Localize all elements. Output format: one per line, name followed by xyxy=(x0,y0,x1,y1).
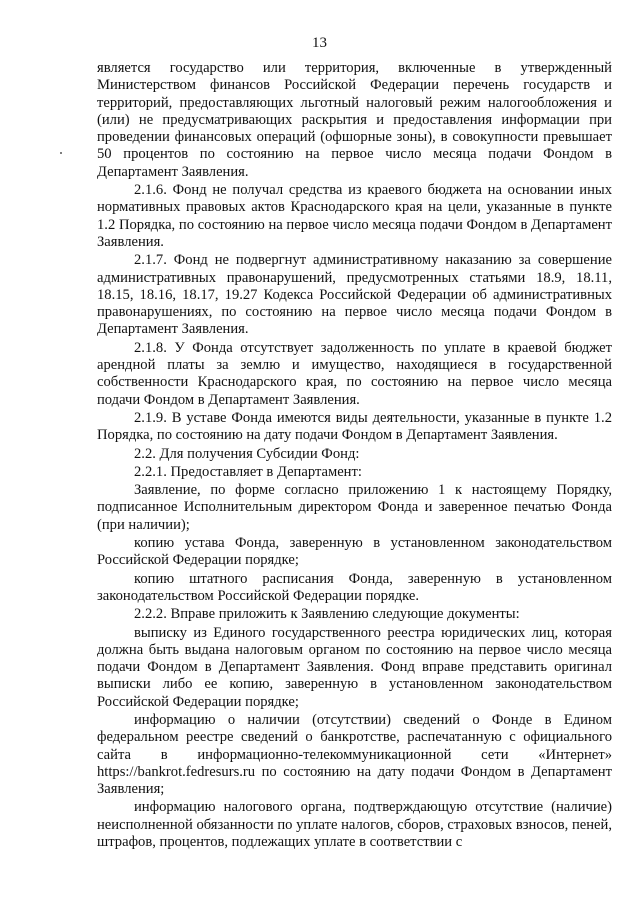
paragraph-2-2: 2.2. Для получения Субсидии Фонд: xyxy=(134,445,360,462)
paragraph-charter-copy: копию устава Фонда, заверенную в установленном законодательством Российской Федерации порядке; xyxy=(97,535,612,569)
scan-speck xyxy=(60,152,62,154)
paragraph-2-2-2: 2.2.2. Вправе приложить к Заявлению следующие документы: xyxy=(134,606,520,623)
paragraph-2-1-8: 2.1.8. У Фонда отсутствует задолженность по уплате в краевой бюджет арендной платы за землю и имущество, находящиеся в государственной собственности Краснодарского края, по состоянию на первое число месяца подачи Фондом в Департамент Заявления. xyxy=(97,339,612,408)
paragraph-egrul-extract: выписку из Единого государственного реестра юридических лиц, которая должна быть выдана налоговым органом по состоянию на первое число месяца подачи Фондом в Департамент Заявления. Фонд вправе представить оригинал выписки либо ее копию, заверенную в установленном законодательством Российской Федерации порядке; xyxy=(97,624,612,710)
paragraph-staff-schedule-copy: копию штатного расписания Фонда, заверенную в установленном законодательством Российской Федерации порядке. xyxy=(97,570,612,604)
paragraph-tax-info: информацию налогового органа, подтверждающую отсутствие (наличие) неисполненной обязанности по уплате налогов, сборов, страховых взносов, пеней, штрафов, процентов, подлежащих уплате в соответствии с xyxy=(97,799,612,851)
paragraph-application: Заявление, по форме согласно приложению 1 к настоящему Порядку, подписанное Исполнительным директором Фонда и заверенное печатью Фонда (при наличии); xyxy=(97,482,612,533)
page-number: 13 xyxy=(312,35,327,51)
paragraph-1: является государство или территория, включенные в утвержденный Министерством финансов Российской Федерации перечень государств и территорий, предоставляющих льготный налоговый режим налогообложения и (или) не предусматривающих раскрытия и предоставления информации при проведении финансовых операций (офшорные зоны), в совокупности превышает 50 процентов по состоянию на первое число месяца подачи Фондом в Департамент Заявления. xyxy=(97,60,612,180)
paragraph-2-1-7: 2.1.7. Фонд не подвергнут административному наказанию за совершение административных правонарушений, предусмотренных статьями 18.9, 18.11, 18.15, 18.16, 18.17, 19.27 Кодекса Российской Федерации об административных правонарушениях, по состоянию на первое число месяца подачи Фондом в Департамент Заявления. xyxy=(97,252,612,338)
paragraph-2-1-6: 2.1.6. Фонд не получал средства из краевого бюджета на основании иных нормативных правовых актов Краснодарского края на цели, указанные в пункте 1.2 Порядка, по состоянию на первое число месяца подачи Фондом в Департамент Заявления. xyxy=(97,182,612,250)
document-body xyxy=(97,60,612,851)
paragraph-2-1-9: 2.1.9. В уставе Фонда имеются виды деятельности, указанные в пункте 1.2 Порядка, по состоянию на дату подачи Фондом в Департамент Заявления. xyxy=(97,409,612,444)
paragraph-bankruptcy-info: информацию о наличии (отсутствии) сведений о Фонде в Едином федеральном реестре сведений о банкротстве, распечатанную с официального сайта в информационно-телекоммуникационной сети «Интернет» https://bankrot.fedresurs.ru по состоянию на дату подачи Фондом в Департамент Заявления; xyxy=(97,711,612,798)
paragraph-2-2-1: 2.2.1. Предоставляет в Департамент: xyxy=(134,463,362,480)
